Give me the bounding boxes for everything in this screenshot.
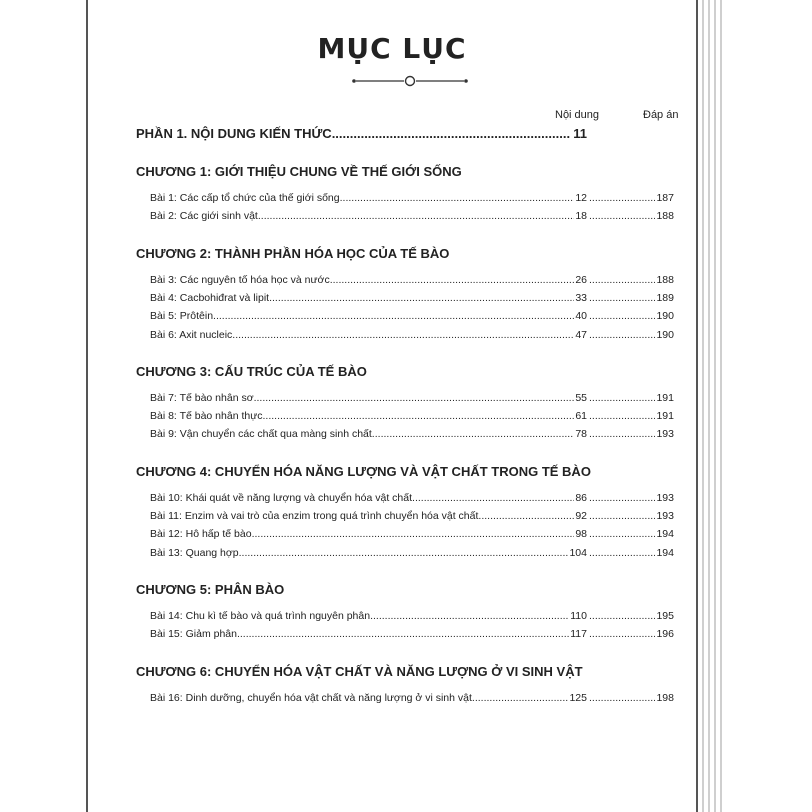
lesson-title: Bài 9: Vận chuyển các chất qua màng sinh chất. — [150, 428, 375, 440]
toc-entry[interactable] — [150, 329, 674, 343]
lesson-content-column — [150, 528, 587, 540]
lesson-page-number: 40 — [575, 310, 587, 322]
dot-leader — [261, 210, 575, 222]
dot-leader — [589, 392, 655, 404]
page-edge-3 — [714, 0, 716, 812]
dot-leader — [265, 410, 574, 422]
lesson-page-number: 117 — [570, 628, 587, 640]
dot-leader — [589, 692, 655, 704]
page-edge-4 — [720, 0, 722, 812]
lesson-title: Bài 14: Chu kì tế bào và quá trình nguyên phân. — [150, 610, 373, 622]
lesson-page-number: 125 — [569, 692, 587, 704]
answer-page-number: 193 — [656, 428, 674, 440]
lesson-page-number: 12 — [575, 192, 587, 204]
lesson-answer-column — [589, 392, 674, 404]
dot-leader — [589, 628, 655, 640]
dot-leader — [475, 692, 569, 704]
column-header-answer: Đáp án — [643, 109, 679, 121]
dot-leader — [216, 310, 574, 322]
toc-entry[interactable] — [150, 392, 674, 406]
lesson-content-column — [150, 628, 587, 640]
answer-page-number: 193 — [656, 492, 674, 504]
toc-entry[interactable] — [150, 310, 674, 324]
lesson-page-number: 33 — [575, 292, 587, 304]
lesson-title: Bài 5: Prôtêin. — [150, 310, 216, 322]
lesson-page-number: 98 — [575, 528, 587, 540]
page-edge-2 — [708, 0, 710, 812]
dot-leader — [235, 329, 574, 341]
toc-entry[interactable] — [150, 428, 674, 442]
toc-entry[interactable] — [150, 210, 674, 224]
dot-leader — [589, 192, 655, 204]
lesson-content-column — [150, 428, 587, 440]
lesson-answer-column — [589, 192, 674, 204]
column-header-content: Nội dung — [555, 109, 600, 121]
answer-page-number: 190 — [656, 310, 674, 322]
toc-entry[interactable] — [150, 610, 674, 624]
chapter-heading[interactable]: CHƯƠNG 4: CHUYỂN HÓA NĂNG LƯỢNG VÀ VẬT CHẤT TRONG TẾ BÀO — [136, 464, 591, 479]
dot-leader — [589, 428, 655, 440]
lesson-content-column — [150, 329, 587, 341]
toc-entry[interactable] — [150, 628, 674, 642]
chapter-heading[interactable]: CHƯƠNG 2: THÀNH PHẦN HÓA HỌC CỦA TẾ BÀO — [136, 246, 450, 261]
answer-page-number: 187 — [656, 192, 674, 204]
answer-page-number: 189 — [656, 292, 674, 304]
answer-page-number: 196 — [656, 628, 674, 640]
lesson-page-number: 92 — [575, 510, 587, 522]
dot-leader — [333, 274, 575, 286]
dot-leader — [343, 192, 575, 204]
lesson-title: Bài 10: Khái quát về năng lượng và chuyển hóa vật chất. — [150, 492, 415, 504]
lesson-content-column — [150, 692, 587, 704]
dot-leader — [589, 528, 655, 540]
lesson-page-number: 55 — [575, 392, 587, 404]
lesson-title: Bài 3: Các nguyên tố hóa học và nước. — [150, 274, 333, 286]
lesson-title: Bài 6: Axit nucleic. — [150, 329, 236, 341]
ornament-divider-icon — [352, 74, 468, 88]
toc-entry[interactable] — [150, 547, 674, 561]
lesson-answer-column — [589, 528, 674, 540]
part-heading[interactable] — [136, 126, 587, 141]
chapter-heading[interactable]: CHƯƠNG 1: GIỚI THIỆU CHUNG VỀ THẾ GIỚI SỐNG — [136, 164, 462, 179]
lesson-title: Bài 11: Enzim và vai trò của enzim trong quá trình chuyển hóa vật chất. — [150, 510, 482, 522]
lesson-title: Bài 12: Hô hấp tế bào. — [150, 528, 255, 540]
dot-leader — [240, 628, 569, 640]
chapter-heading[interactable]: CHƯƠNG 6: CHUYỂN HÓA VẬT CHẤT VÀ NĂNG LƯỢNG Ở VI SINH VẬT — [136, 664, 583, 679]
lesson-answer-column — [589, 492, 674, 504]
dot-leader — [589, 510, 655, 522]
lesson-title: Bài 13: Quang hợp. — [150, 547, 242, 559]
lesson-page-number: 104 — [569, 547, 587, 559]
toc-entry[interactable] — [150, 528, 674, 542]
lesson-page-number: 18 — [575, 210, 587, 222]
answer-page-number: 193 — [656, 510, 674, 522]
dot-leader — [589, 292, 655, 304]
lesson-content-column — [150, 192, 587, 204]
part-page-number: 11 — [573, 126, 587, 141]
toc-entry[interactable] — [150, 292, 674, 306]
lesson-answer-column — [589, 547, 674, 559]
chapter-heading[interactable]: CHƯƠNG 5: PHÂN BÀO — [136, 582, 285, 597]
answer-page-number: 194 — [656, 547, 674, 559]
lesson-page-number: 78 — [575, 428, 587, 440]
lesson-answer-column — [589, 610, 674, 622]
chapter-heading[interactable]: CHƯƠNG 3: CẤU TRÚC CỦA TẾ BÀO — [136, 364, 367, 379]
dot-leader — [255, 528, 575, 540]
lesson-content-column — [150, 392, 587, 404]
lesson-content-column — [150, 510, 587, 522]
dot-leader — [589, 547, 655, 559]
toc-entry[interactable] — [150, 192, 674, 206]
lesson-answer-column — [589, 510, 674, 522]
answer-page-number: 194 — [656, 528, 674, 540]
lesson-title: Bài 1: Các cấp tổ chức của thế giới sống. — [150, 192, 343, 204]
lesson-content-column — [150, 210, 587, 222]
answer-page-number: 191 — [656, 410, 674, 422]
book-page — [86, 0, 698, 812]
lesson-answer-column — [589, 628, 674, 640]
lesson-answer-column — [589, 210, 674, 222]
lesson-title: Bài 2: Các giới sinh vật. — [150, 210, 261, 222]
part-label: PHẦN 1. NỘI DUNG KIẾN THỨC — [136, 126, 332, 141]
lesson-answer-column — [589, 692, 674, 704]
lesson-answer-column — [589, 274, 674, 286]
lesson-answer-column — [589, 292, 674, 304]
dot-leader — [332, 126, 572, 141]
lesson-page-number: 47 — [575, 329, 587, 341]
dot-leader — [589, 610, 655, 622]
lesson-content-column — [150, 274, 587, 286]
lesson-title: Bài 7: Tế bào nhân sơ. — [150, 392, 257, 404]
lesson-content-column — [150, 610, 587, 622]
lesson-content-column — [150, 292, 587, 304]
toc-entry[interactable] — [150, 274, 674, 288]
dot-leader — [481, 510, 574, 522]
dot-leader — [375, 428, 575, 440]
lesson-page-number: 86 — [575, 492, 587, 504]
lesson-answer-column — [589, 410, 674, 422]
lesson-title: Bài 16: Dinh dưỡng, chuyển hóa vật chất và năng lượng ở vi sinh vật. — [150, 692, 475, 704]
toc-entry[interactable] — [150, 410, 674, 424]
answer-page-number: 188 — [656, 210, 674, 222]
dot-leader — [589, 410, 655, 422]
toc-entry[interactable] — [150, 492, 674, 506]
dot-leader — [415, 492, 574, 504]
dot-leader — [272, 292, 574, 304]
lesson-title: Bài 15: Giảm phân. — [150, 628, 240, 640]
lesson-content-column — [150, 492, 587, 504]
lesson-content-column — [150, 310, 587, 322]
answer-page-number: 188 — [656, 274, 674, 286]
toc-entry[interactable] — [150, 510, 674, 524]
lesson-content-column — [150, 410, 587, 422]
dot-leader — [373, 610, 569, 622]
lesson-answer-column — [589, 310, 674, 322]
answer-page-number: 191 — [656, 392, 674, 404]
lesson-title: Bài 8: Tế bào nhân thực. — [150, 410, 266, 422]
dot-leader — [589, 274, 655, 286]
answer-page-number: 190 — [656, 329, 674, 341]
dot-leader — [257, 392, 575, 404]
lesson-page-number: 26 — [575, 274, 587, 286]
lesson-page-number: 110 — [570, 610, 587, 622]
answer-page-number: 195 — [656, 610, 674, 622]
page-edge-1 — [702, 0, 704, 812]
dot-leader — [589, 492, 655, 504]
lesson-answer-column — [589, 329, 674, 341]
lesson-answer-column — [589, 428, 674, 440]
toc-entry[interactable] — [150, 692, 674, 706]
dot-leader — [589, 310, 655, 322]
lesson-title: Bài 4: Cacbohiđrat và lipit. — [150, 292, 272, 304]
dot-leader — [242, 547, 569, 559]
lesson-page-number: 61 — [575, 410, 587, 422]
answer-page-number: 198 — [656, 692, 674, 704]
dot-leader — [589, 210, 655, 222]
lesson-content-column — [150, 547, 587, 559]
page-title: MỤC LỤC — [317, 32, 467, 65]
dot-leader — [589, 329, 655, 341]
